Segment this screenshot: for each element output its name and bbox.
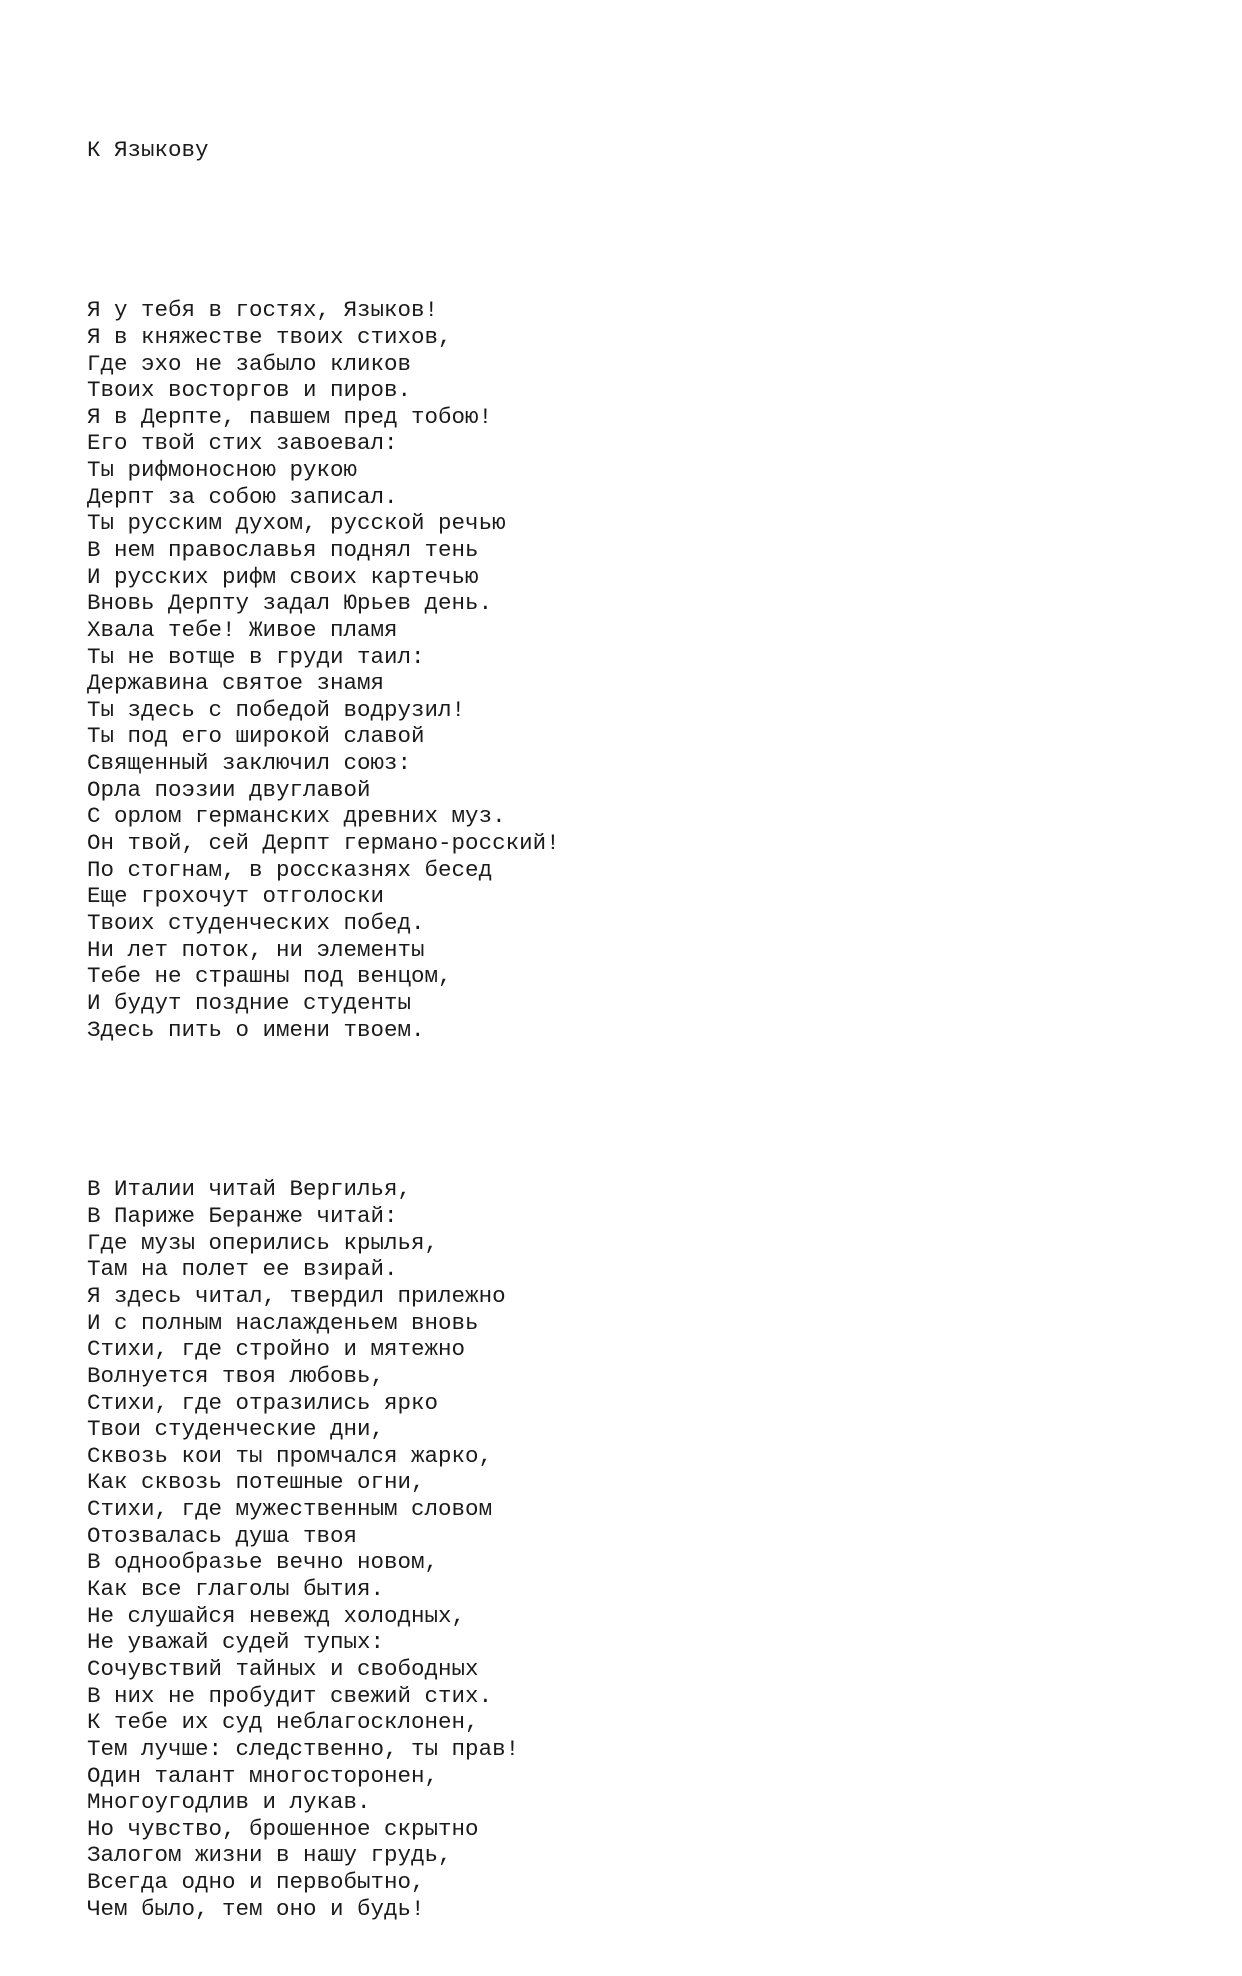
poem-line: Там на полет ее взирай. (87, 1256, 398, 1283)
poem-line: Я у тебя в гостях, Языков! (87, 297, 439, 324)
poem-line: Ты под его широкой славой (87, 723, 425, 750)
poem-line: Еще грохочут отголоски (87, 883, 385, 910)
poem-line: С орлом германских древних муз. (87, 803, 506, 830)
poem-line: Волнуется твоя любовь, (87, 1362, 385, 1389)
blank-line (87, 1096, 560, 1123)
poem-line: К тебе их суд неблагосклонен, (87, 1709, 479, 1736)
poem-line: Здесь пить о имени твоем. (87, 1016, 425, 1043)
poem-line: Как все глаголы бытия. (87, 1576, 385, 1603)
poem-line: Где эхо не забыло кликов (87, 350, 412, 377)
blank-line (87, 217, 560, 244)
poem-line: Хвала тебе! Живое пламя (87, 616, 398, 643)
poem-line: Державина святое знамя (87, 670, 385, 697)
poem-line: Сочувствий тайных и свободных (87, 1655, 479, 1682)
poem-line: И будут поздние студенты (87, 989, 412, 1016)
poem-line: Чем было, тем оно и будь! (87, 1895, 425, 1922)
poem-line: Многоугодлив и лукав. (87, 1789, 371, 1816)
poem-line: Стихи, где отразились ярко (87, 1389, 439, 1416)
poem-line: Я в Дерпте, павшем пред тобою! (87, 403, 493, 430)
poem-line: Вновь Дерпту задал Юрьев день. (87, 590, 493, 617)
poem-text (87, 84, 560, 1976)
poem-line: Отозвалась душа твоя (87, 1522, 358, 1549)
poem-line: Дерпт за собою записал. (87, 483, 398, 510)
stanza (87, 297, 560, 1043)
poem-line: В Париже Беранже читай: (87, 1203, 398, 1230)
poem-line: Ты не вотще в груди таил: (87, 643, 425, 670)
poem-line: Ты русским духом, русской речью (87, 510, 506, 537)
poem-line: Орла поэзии двуглавой (87, 776, 371, 803)
poem-line: Ты здесь с победой водрузил! (87, 696, 466, 723)
poem-line: В нем православья поднял тень (87, 536, 479, 563)
poem-line: Тебе не страшны под венцом, (87, 963, 452, 990)
poem-line: Не слушайся невежд холодных, (87, 1602, 466, 1629)
poem-line: Я здесь читал, твердил прилежно (87, 1282, 506, 1309)
poem-line: Священный заключил союз: (87, 750, 412, 777)
poem-line: В Италии читай Вергилья, (87, 1176, 412, 1203)
poem-line: Один талант многосторонен, (87, 1762, 439, 1789)
poem-line: Не уважай судей тупых: (87, 1629, 385, 1656)
stanza (87, 1176, 560, 1922)
poem-line: Твоих студенческих побед. (87, 909, 425, 936)
poem-line: Ни лет поток, ни элементы (87, 936, 425, 963)
poem-line: Где музы оперились крылья, (87, 1229, 439, 1256)
poem-line: Стихи, где мужественным словом (87, 1496, 493, 1523)
poem-line: Стихи, где стройно и мятежно (87, 1336, 466, 1363)
poem-line: Как сквозь потешные огни, (87, 1469, 425, 1496)
poem-title: К Языкову (87, 137, 209, 164)
poem-line: Твоих восторгов и пиров. (87, 377, 412, 404)
poem-line: В однообразье вечно новом, (87, 1549, 439, 1576)
poem-line: Я в княжестве твоих стихов, (87, 323, 452, 350)
poem-line: Ты рифмоносною рукою (87, 457, 358, 484)
poem-line: По стогнам, в россказнях бесед (87, 856, 493, 883)
poem-line: Но чувство, брошенное скрытно (87, 1815, 479, 1842)
poem-line: Его твой стих завоевал: (87, 430, 398, 457)
poem-line: Всегда одно и первобытно, (87, 1869, 425, 1896)
poem-line: Сквозь кои ты промчался жарко, (87, 1442, 493, 1469)
poem-line: И русских рифм своих картечью (87, 563, 479, 590)
poem-line: И с полным наслажденьем вновь (87, 1309, 479, 1336)
poem-line: Твои студенческие дни, (87, 1416, 385, 1443)
poem-line: Залогом жизни в нашу грудь, (87, 1842, 452, 1869)
poem-line: В них не пробудит свежий стих. (87, 1682, 493, 1709)
poem-line: Он твой, сей Дерпт германо-росский! (87, 830, 560, 857)
poem-line: Тем лучше: следственно, ты прав! (87, 1735, 520, 1762)
